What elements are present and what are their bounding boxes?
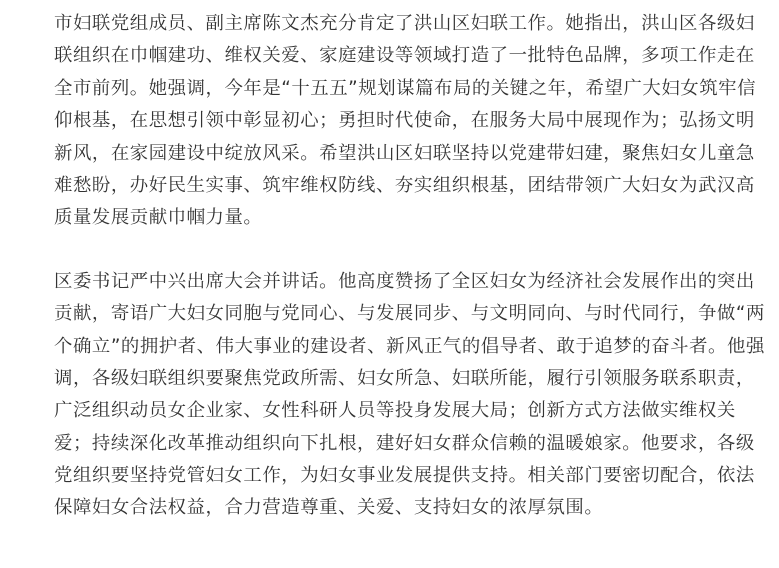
text-line: 爱；持续深化改革推动组织向下扎根，建好妇女群众信赖的温暖娘家。他要求，各级 bbox=[54, 432, 755, 454]
paragraph-1 bbox=[54, 0, 757, 235]
text-line: 调，各级妇联组织要聚焦党政所需、妇女所急、妇联所能，履行引领服务联系职责， bbox=[54, 367, 755, 389]
text-line: 广泛组织动员女企业家、女性科研人员等投身发展大局；创新方式方法做实维权关 bbox=[54, 400, 736, 422]
text-line: 保障妇女合法权益，合力营造尊重、关爱、支持妇女的浓厚氛围。 bbox=[54, 497, 604, 519]
paragraph-spacer bbox=[54, 235, 744, 266]
text-line: 难愁盼，办好民生实事、筑牢维权防线、夯实组织根基，团结带领广大妇女为武汉高 bbox=[54, 174, 755, 196]
paragraph-2 bbox=[54, 266, 765, 525]
article-body bbox=[54, 0, 765, 525]
text-line: 个确立”的拥护者、伟大事业的建设者、新风正气的倡导者、敢于追梦的奋斗者。他强 bbox=[54, 335, 765, 357]
text-line: 新风，在家园建设中绽放风采。希望洪山区妇联坚持以党建带妇建，聚焦妇女儿童急 bbox=[54, 142, 755, 164]
text-line: 市妇联党组成员、副主席陈文杰充分肯定了洪山区妇联工作。她指出，洪山区各级妇 bbox=[54, 13, 755, 34]
text-line: 党组织要坚持党管妇女工作，为妇女事业发展提供支持。相关部门要密切配合，依法 bbox=[54, 465, 755, 487]
text-line: 联组织在巾帼建功、维权关爱、家庭建设等领域打造了一批特色品牌，多项工作走在 bbox=[54, 45, 755, 67]
text-line: 质量发展贡献巾帼力量。 bbox=[54, 207, 263, 229]
text-line: 全市前列。她强调，今年是“十五五”规划谋篇布局的关键之年，希望广大妇女筑牢信 bbox=[54, 77, 757, 99]
text-line: 仰根基，在思想引领中彰显初心；勇担时代使命，在服务大局中展现作为；弘扬文明 bbox=[54, 110, 755, 132]
text-line: 贡献，寄语广大妇女同胞与党同心、与发展同步、与文明同向、与时代同行，争做“两 bbox=[54, 303, 765, 325]
text-line: 区委书记严中兴出席大会并讲话。他高度赞扬了全区妇女为经济社会发展作出的突出 bbox=[54, 270, 755, 292]
